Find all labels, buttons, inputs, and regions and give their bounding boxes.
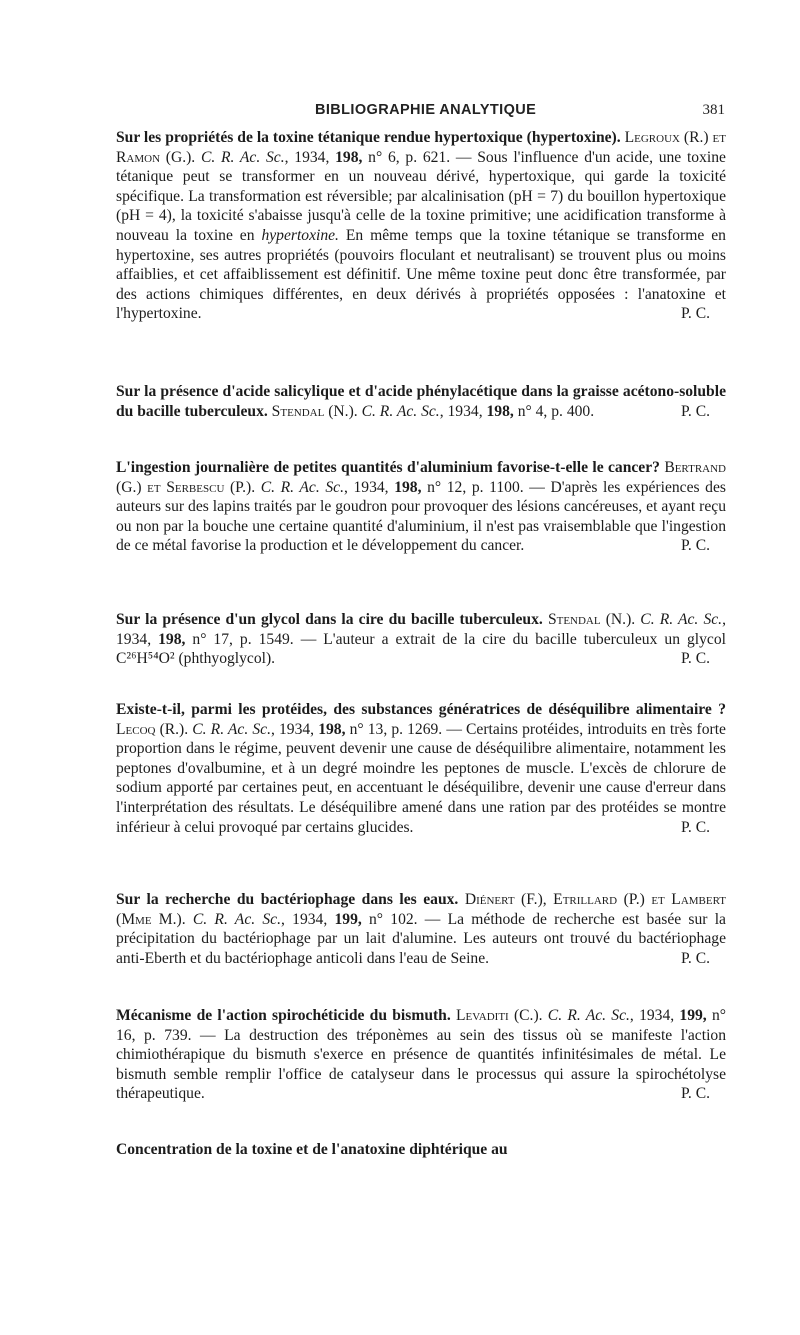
entry-authors: Stendal (N.). [271, 402, 358, 420]
entry-journal: C. R. Ac. Sc. [260, 478, 344, 496]
entry-issue: n° 4, p. 400. [517, 402, 595, 420]
entry-journal: C. R. Ac. Sc. [361, 402, 440, 420]
entry-title: Sur les propriétés de la toxine tétanique rendue hypertoxique (hypertoxine). [116, 129, 621, 146]
bibliography-entry [116, 1140, 726, 1160]
entry-year: 1934, [116, 630, 152, 648]
bibliography-entry: Existe-t-il, parmi les protéides, des substances génératrices de déséquilibre alimentaire ? Lecoq (R.). C. R. Ac. Sc., 1934, 198, n° 13, p. 1269. — Certains protéides, introduits en très forte proportion dans le régime, peuvent devenir une cause de déséquilibre alimentaire, notamment les peptones d'ovalbumine, et à un degré moindre les peptones de muscle. L'excès de chlorure de sodium apporté par certaines peut, en accentuant le déséquilibre, devenir une cause d'erreur dans l'interprétation des résultats. Le déséquilibre amené dans une ration par des protéides se montre inférieur à celui provoqué par certains glucides. P. C. [116, 701, 726, 836]
entry-volume: 199, [334, 910, 362, 928]
entry-title: L'ingestion journalière de petites quantités d'aluminium favorise-t-elle le cancer? [116, 459, 660, 476]
entry-issue: n° 6, p. 621. [368, 148, 451, 166]
entry-authors: Legroux (R.) et Ramon (G.). [116, 129, 726, 166]
entry-volume: 198, [158, 630, 186, 648]
entry-authors: Bertrand (G.) et Serbescu (P.). [116, 459, 726, 496]
entry-signature: P. C. [680, 305, 710, 323]
entry-signature: P. C. [680, 1085, 710, 1103]
entry-issue: n° 102. [369, 910, 418, 928]
entry-abstract: — Certains protéides, introduits en très forte proportion dans le régime, peuvent devenir une cause de déséquilibre alimentaire, notamment les peptones d'ovalbumine, et à un degré moindre les peptones de muscle. L'excès de chlorure de sodium apporté par certaines peut, en accentuant le déséquilibre, devenir une cause d'erreur dans l'interprétation des résultats. Le déséquilibre amené dans une ration par des protéides se montre inférieur à celui provoqué par certains glucides. [116, 720, 726, 836]
bibliography-entry: Sur la présence d'un glycol dans la cire du bacille tuberculeux. Stendal (N.). C. R. Ac. Sc., 1934, 198, n° 17, p. 1549. — L'auteur a extrait de la cire du bacille tuberculeux un glycol C²⁶H⁵⁴O² (phthyoglycol). P. C. [116, 611, 726, 668]
entry-signature: P. C. [680, 402, 710, 420]
entry-title: Sur la présence d'un glycol dans la cire du bacille tuberculeux. [116, 611, 543, 628]
entry-authors: Diénert (F.), Etrillard (P.) et Lambert (Mme M.). [116, 891, 726, 928]
entry-issue: n° 12, p. 1100. [427, 478, 524, 496]
entry-issue: n° 17, p. 1549. [192, 630, 294, 648]
entry-volume: 199, [679, 1007, 707, 1024]
entry-signature: P. C. [680, 949, 710, 967]
entry-journal: C. R. Ac. Sc. [192, 910, 281, 928]
entry-abstract: — La méthode de recherche est basée sur la précipitation du bactériophage par un lait d'alumine. Les auteurs ont trouvé du bactériophage anti-Eberth et du bactériophage anticoli dans l'eau de Seine. [116, 910, 726, 967]
entry-abstract: — D'après les expériences des auteurs sur des lapins traités par le goudron pour provoquer des lésions cancéreuses, et ayant reçu ou non par la bouche une certaine quantité d'aluminium, il n'est pas vraisemblable que l'ingestion de ce métal favorise la production et le développement du cancer. [116, 478, 726, 555]
entry-volume: 198, [394, 478, 422, 496]
entry-signature: P. C. [680, 650, 710, 668]
bibliography-entry: L'ingestion journalière de petites quantités d'aluminium favorise-t-elle le cancer? Bertrand (G.) et Serbescu (P.). C. R. Ac. Sc., 1934, 198, n° 12, p. 1100. — D'après les expériences des auteurs sur des lapins traités par le goudron pour provoquer des lésions cancéreuses, et ayant reçu ou non par la bouche une certaine quantité d'aluminium, il n'est pas vraisemblable que l'ingestion de ce métal favorise la production et le développement du cancer. P. C. [116, 459, 726, 555]
entry-volume: 198, [486, 402, 514, 420]
entry-journal: C. R. Ac. Sc. [640, 611, 723, 628]
entry-abstract: — La destruction des tréponèmes au sein des tissus où se manifeste l'action chimiothérapique du bismuth s'exerce en présence de quantités infinitésimales de métal. Le bismuth semble remplir l'office de catalyseur dans le processus qui assure la spirochétolyse thérapeutique. [116, 1026, 726, 1103]
bibliography-entry: Sur les propriétés de la toxine tétanique rendue hypertoxique (hypertoxine). Legroux (R.) et Ramon (G.). C. R. Ac. Sc., 1934, 198, n° 6, p. 621. — Sous l'influence d'un acide, une toxine tétanique peut se transformer en un nouveau dérivé, hypertoxique, qui garde la toxicité spécifique. La transformation est réversible; par alcalinisation (pH = 7) du bouillon hypertoxique (pH = 4), la toxicité s'abaisse jusqu'à celle de la toxine primitive; une acidification transforme à nouveau la toxine en hypertoxine. En même temps que la toxine tétanique se transforme en hypertoxine, ses autres propriétés (pouvoirs floculant et neutralisant) se trouvent plus ou moins affaiblies, et cet affaiblissement est définitif. Une même toxine peut donc être transformée, par des actions chimiques différentes, en deux dérivés à propriétés opposées : l'anatoxine et l'hypertoxine. P. C. [116, 129, 726, 323]
entry-year: 1934, [278, 720, 315, 738]
running-title: BIBLIOGRAPHIE ANALYTIQUE [315, 102, 537, 118]
entry-authors: Stendal (N.). [547, 611, 636, 628]
entry-signature: P. C. [680, 537, 710, 555]
entry-authors: Levaditi (C.). [456, 1007, 543, 1024]
entry-year: 1934, [639, 1007, 675, 1024]
entry-abstract: — Sous l'influence d'un acide, une toxine tétanique peut se transformer en un nouveau dérivé, hypertoxique, qui garde la toxicité spécifique. La transformation est réversible; par alcalinisation (pH = 7) du bouillon hypertoxique (pH = 4), la toxicité s'abaisse jusqu'à celle de la toxine primitive; une acidification transforme à nouveau la toxine en [116, 148, 726, 244]
entry-title: Concentration de la toxine et de l'anatoxine diphtérique au [116, 1141, 508, 1158]
entry-title: Existe-t-il, parmi les protéides, des substances génératrices de déséquilibre alimentaire ? [116, 701, 726, 718]
entry-abstract-end: En même temps que la toxine tétanique se transforme en hypertoxine, ses autres propriétés (pouvoirs floculant et neutralisant) se trouvent plus ou moins affaiblies, et cet affaiblissement est définitif. Une même toxine peut donc être transformée, par des actions chimiques différentes, en deux dérivés à propriétés opposées : l'anatoxine et l'hypertoxine. [116, 226, 726, 323]
entry-year: 1934, [292, 910, 328, 928]
entry-title: Sur la présence d'acide salicylique et d'acide phénylacétique dans la graisse acétono-soluble du bacille tuberculeux. [116, 383, 726, 420]
page-header [120, 102, 725, 122]
entry-year: 1934, [447, 402, 483, 420]
entry-journal: C. R. Ac. Sc. [192, 720, 271, 738]
bibliography-entry: Sur la présence d'acide salicylique et d'acide phénylacétique dans la graisse acétono-soluble du bacille tuberculeux. Stendal (N.). C. R. Ac. Sc., 1934, 198, n° 4, p. 400. P. C. [116, 383, 726, 420]
entry-journal: C. R. Ac. Sc. [200, 148, 285, 166]
entry-year: 1934, [294, 148, 330, 166]
entry-volume: 198, [335, 148, 363, 166]
bibliography-entry: Mécanisme de l'action spirochéticide du bismuth. Levaditi (C.). C. R. Ac. Sc., 1934, 199, n° 16, p. 739. — La destruction des tréponèmes au sein des tissus où se manifeste l'action chimiothérapique du bismuth s'exerce en présence de quantités infinitésimales de métal. Le bismuth semble remplir l'office de catalyseur dans le processus qui assure la spirochétolyse thérapeutique. P. C. [116, 1007, 726, 1103]
entry-issue: n° 13, p. 1269. [349, 720, 443, 738]
page-number: 381 [702, 102, 725, 118]
entry-year: 1934, [353, 478, 389, 496]
entry-volume: 198, [318, 720, 346, 738]
entry-abstract-italic: hypertoxine. [261, 226, 339, 244]
entry-signature: P. C. [680, 818, 710, 836]
entry-title: Mécanisme de l'action spirochéticide du bismuth. [116, 1007, 451, 1024]
bibliography-entry: Sur la recherche du bactériophage dans les eaux. Diénert (F.), Etrillard (P.) et Lambert (Mme M.). C. R. Ac. Sc., 1934, 199, n° 102. — La méthode de recherche est basée sur la précipitation du bactériophage par un lait d'alumine. Les auteurs ont trouvé du bactériophage anti-Eberth et du bactériophage anticoli dans l'eau de Seine. P. C. [116, 891, 726, 967]
entry-title: Sur la recherche du bactériophage dans les eaux. [116, 891, 459, 908]
entry-abstract: — L'auteur a extrait de la cire du bacille tuberculeux un glycol C²⁶H⁵⁴O² (phthyoglycol). [116, 630, 726, 668]
entry-issue: n° 16, p. 739. [116, 1007, 726, 1044]
entry-journal: C. R. Ac. Sc. [547, 1007, 630, 1024]
entry-authors: Lecoq (R.). [116, 720, 189, 738]
